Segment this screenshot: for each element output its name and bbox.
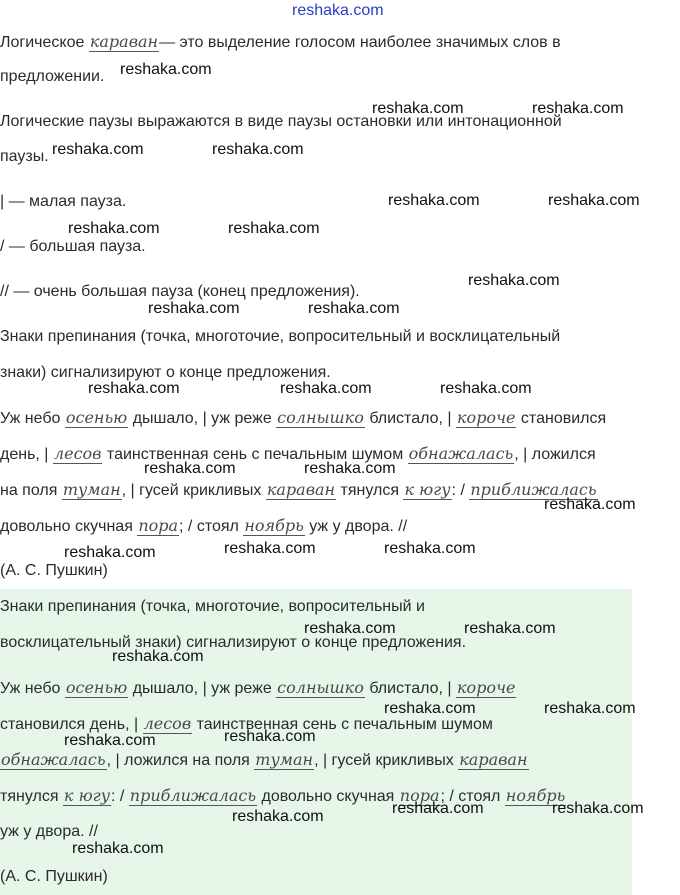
underlined-word: к югу <box>63 786 111 805</box>
watermark-text: reshaka.com <box>280 380 372 397</box>
watermark-text: reshaka.com <box>148 300 240 317</box>
watermark-text: reshaka.com <box>228 220 320 237</box>
poem-author: (А. С. Пушкин) <box>0 562 108 579</box>
underlined-word: солнышко <box>277 408 364 427</box>
signs-line-2: восклицательный знаки) сигнализируют о конце предложения. <box>0 634 467 651</box>
underlined-word: ноябрь <box>505 786 566 805</box>
watermark-text: reshaka.com <box>224 728 316 745</box>
big-pause-item: / — большая пауза. <box>0 238 146 255</box>
watermark-text: reshaka.com <box>304 460 396 477</box>
underlined-word: ноябрь <box>244 516 304 535</box>
poem-line: уж у двора. // <box>0 823 98 840</box>
watermark-text: reshaka.com <box>212 141 304 158</box>
watermark-text: reshaka.com <box>548 192 640 209</box>
underlined-word: туман <box>62 480 121 499</box>
underlined-word: караван <box>459 750 528 769</box>
underlined-word: обнажалась <box>1 750 106 769</box>
watermark-text: reshaka.com <box>112 648 204 665</box>
underlined-word: к югу <box>404 480 451 499</box>
poem-line: тянулся к югу: / приближалась довольно скучная пора; / стоял ноябрь <box>0 786 566 805</box>
signs-line-1: Знаки препинания (точка, многоточие, вопросительный и восклицательный <box>0 328 561 345</box>
poem-line: становился день, | лесов таинственная сень с печальным шумом <box>0 714 493 733</box>
underlined-word: лесов <box>53 444 102 463</box>
poem-line: Уж небо осенью дышало, | уж реже солнышко блистало, | короче становился <box>0 408 607 427</box>
watermark-text: reshaka.com <box>68 220 160 237</box>
very-big-pause-item: // — очень большая пауза (конец предложения). <box>0 283 360 300</box>
watermark-text: reshaka.com <box>532 100 624 117</box>
underlined-word: солнышко <box>277 678 364 697</box>
signs-line-2: знаки) сигнализируют о конце предложения. <box>0 364 331 381</box>
watermark-text: reshaka.com <box>64 544 156 561</box>
watermark-text: reshaka.com <box>224 540 316 557</box>
underlined-word: пора <box>399 786 440 805</box>
underlined-word: осенью <box>65 678 128 697</box>
watermark-text: reshaka.com <box>232 808 324 825</box>
definition-line-2: предложении. <box>0 68 105 85</box>
watermark-text: reshaka.com <box>372 100 464 117</box>
watermark-text: reshaka.com <box>88 380 180 397</box>
watermark-text: reshaka.com <box>384 540 476 557</box>
underlined-word: туман <box>255 750 314 769</box>
underlined-word: обнажалась <box>408 444 514 463</box>
watermark-text: reshaka.com <box>468 272 560 289</box>
watermark-text: reshaka.com <box>552 800 644 817</box>
pauses-line-1: Логические паузы выражаются в виде паузы остановки или интонационной <box>0 113 562 130</box>
poem-author: (А. С. Пушкин) <box>0 868 108 885</box>
definition-line-1: Логическое караван— это выделение голосом наиболее значимых слов в <box>0 32 561 51</box>
poem-line: довольно скучная пора; / стоял ноябрь уж у двора. // <box>0 516 408 535</box>
watermark-text: reshaka.com <box>544 700 636 717</box>
pauses-line-2: паузы. <box>0 148 49 165</box>
watermark-text: reshaka.com <box>72 840 164 857</box>
signs-line-1: Знаки препинания (точка, многоточие, вопросительный и <box>0 598 425 615</box>
underlined-word: лесов <box>143 714 192 733</box>
watermark-text: reshaka.com <box>464 620 556 637</box>
poem-line: день, | лесов таинственная сень с печальным шумом обнажалась, | ложился <box>0 444 596 463</box>
watermark-text: reshaka.com <box>440 380 532 397</box>
watermark-text: reshaka.com <box>308 300 400 317</box>
underlined-word: приближалась <box>129 786 257 805</box>
watermark-text: reshaka.com <box>388 192 480 209</box>
underlined-word: короче <box>457 408 516 427</box>
watermark-text: reshaka.com <box>64 732 156 749</box>
watermark-text: reshaka.com <box>384 700 476 717</box>
poem-line: обнажалась, | ложился на поля туман, | гусей крикливых караван <box>1 750 528 769</box>
watermark-text: reshaka.com <box>392 800 484 817</box>
watermark-text: reshaka.com <box>52 141 144 158</box>
watermark-text: reshaka.com <box>120 61 212 78</box>
underlined-word: караван <box>89 32 159 51</box>
watermark-text: reshaka.com <box>144 460 236 477</box>
underlined-word: караван <box>266 480 336 499</box>
poem-line: на поля туман, | гусей крикливых караван тянулся к югу: / приближалась <box>0 480 597 499</box>
poem-line: Уж небо осенью дышало, | уж реже солнышко блистало, | короче <box>0 678 516 697</box>
underlined-word: приближалась <box>470 480 597 499</box>
underlined-word: короче <box>457 678 516 697</box>
small-pause-item: | — малая пауза. <box>0 193 127 210</box>
watermark-text: reshaka.com <box>304 620 396 637</box>
underlined-word: пора <box>138 516 179 535</box>
site-watermark-top: reshaka.com <box>292 2 384 19</box>
watermark-text: reshaka.com <box>544 496 636 513</box>
underlined-word: осенью <box>65 408 128 427</box>
